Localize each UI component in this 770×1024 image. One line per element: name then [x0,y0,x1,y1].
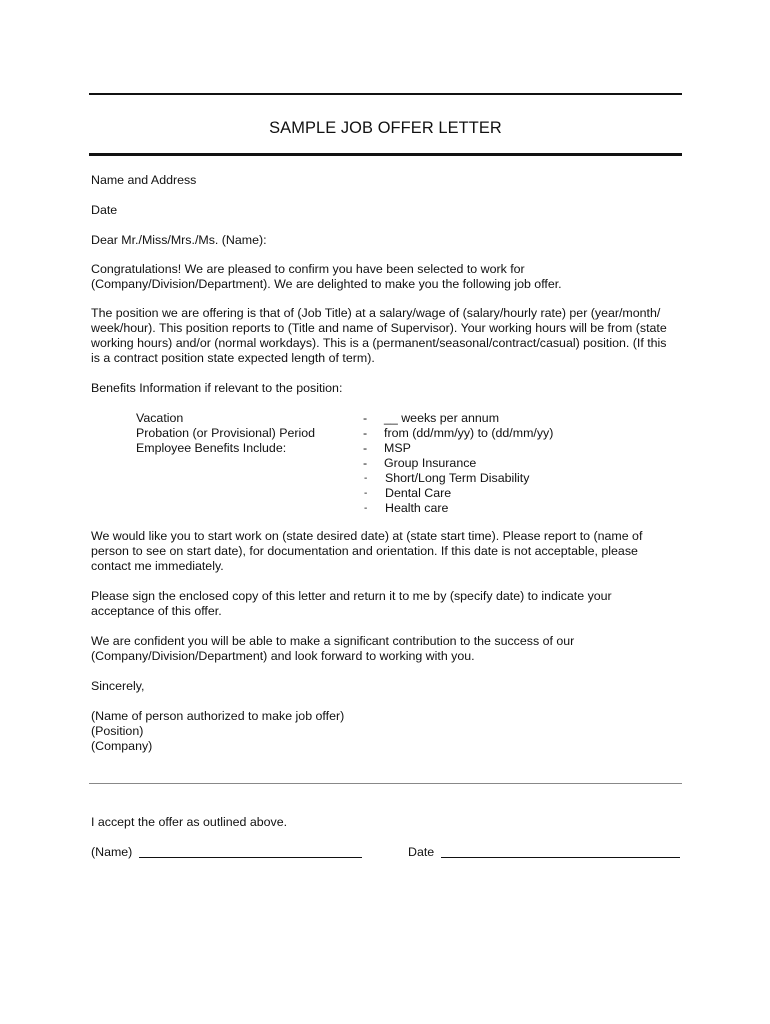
benefit-value: Health care [385,501,449,515]
benefit-label: Employee Benefits Include: [136,441,287,455]
benefit-value: Short/Long Term Disability [385,471,530,485]
benefit-dash: - [364,473,368,484]
benefit-row [136,426,636,441]
name-field-label: (Name) [91,845,133,859]
benefit-dash: - [363,456,368,470]
benefit-dash: - [363,441,368,455]
top-rule [89,93,682,95]
benefit-value: MSP [384,441,411,455]
position-paragraph: The position we are offering is that of (Job Title) at a salary/wage of (salary/hourly rate) per (year/month/ week/hour). This position reports to (Title and name of Supervisor). Your working hours will be from (state working hours) and/or (normal workdays). This is a (permanent/seasonal/contract/casual) position. (If this is a contract position state expected length of term). [91,306,667,365]
name-signature-line[interactable] [139,857,362,858]
title-rule [89,153,682,156]
benefit-value: Group Insurance [384,456,477,470]
sincerely: Sincerely, [91,679,145,693]
benefit-dash: - [364,488,368,499]
benefit-label: Probation (or Provisional) Period [136,426,316,440]
benefit-row [136,441,636,456]
date-line: Date [91,203,118,217]
document-title: SAMPLE JOB OFFER LETTER [269,119,502,137]
salutation: Dear Mr./Miss/Mrs./Ms. (Name): [91,233,267,247]
benefit-row [136,486,636,501]
benefit-value: from (dd/mm/yy) to (dd/mm/yy) [384,426,554,440]
benefit-dash: - [363,411,368,425]
name-address: Name and Address [91,173,197,187]
benefit-row [136,501,636,516]
benefit-row [136,471,636,486]
benefit-row [136,456,636,471]
confident-paragraph: We are confident you will be able to make a significant contribution to the success of our (Company/Division/Department) and look forward to working with you. [91,634,575,663]
benefit-value: Dental Care [385,486,452,500]
signatory-block: (Name of person authorized to make job offer) (Position) (Company) [91,709,345,753]
benefit-label: Vacation [136,411,184,425]
benefit-row [136,411,636,426]
benefits-intro: Benefits Information if relevant to the position: [91,381,343,395]
benefit-dash: - [363,426,368,440]
benefits-list [136,411,636,516]
benefit-value: __ weeks per annum [384,411,500,425]
accept-statement: I accept the offer as outlined above. [91,815,288,829]
sign-paragraph: Please sign the enclosed copy of this letter and return it to me by (specify date) to indicate your acceptance of this offer. [91,589,612,618]
signature-divider [89,783,682,784]
date-field-label: Date [408,845,435,859]
congrats-paragraph: Congratulations! We are pleased to confirm you have been selected to work for (Company/Division/Department). We are delighted to make you the following job offer. [91,262,562,291]
start-paragraph: We would like you to start work on (state desired date) at (state start time). Please report to (name of person to see on start date), for documentation and orientation. If this date is not acceptable, please contact me immediately. [91,529,643,573]
date-signature-line[interactable] [441,857,680,858]
benefit-dash: - [364,503,368,514]
